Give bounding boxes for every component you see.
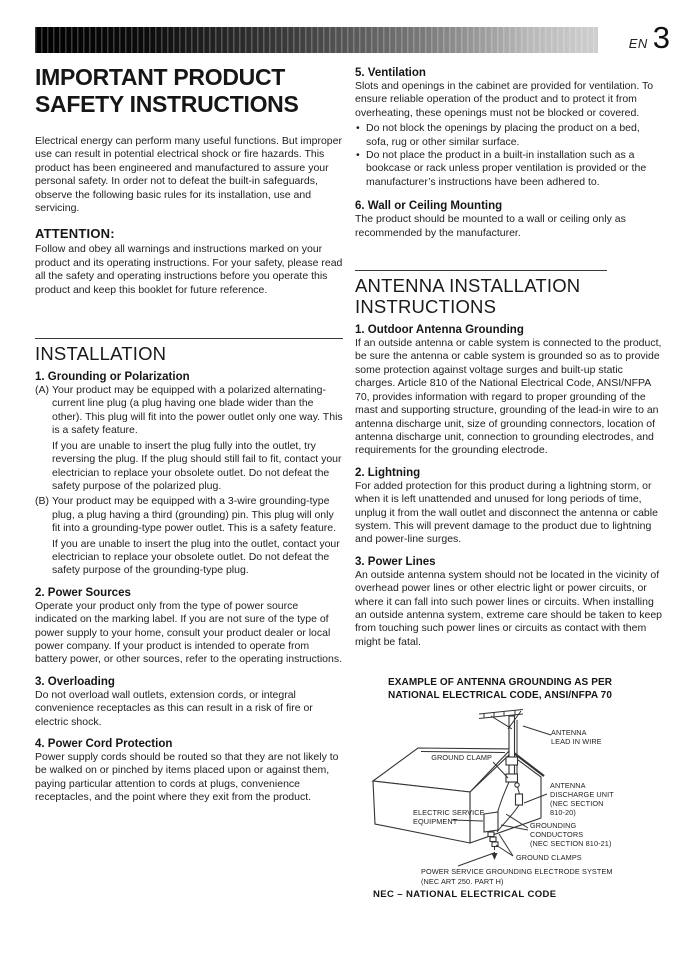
antenna-section-heading: ANTENNA INSTALLATION INSTRUCTIONS	[355, 270, 607, 317]
antenna-grounding-illustration	[355, 704, 663, 890]
pointer-power-service	[458, 853, 494, 866]
ventilation-bullet-1-text: Do not block the openings by placing the product on a bed, sofa, rug or other similar surface.	[366, 122, 640, 148]
diagram-title-line2: NATIONAL ELECTRICAL CODE, ANSI/NFPA 70	[388, 690, 612, 701]
grounding-a-paragraph-1: Your product may be equipped with a polarized alternating-current line plug (a plug having one blade wider than the other). This plug will fit into the power outlet only one way. This is a safety feature.	[52, 384, 343, 437]
ventilation-heading: 5. Ventilation	[355, 67, 426, 79]
pointer-ground-clamps-1	[499, 834, 513, 856]
label-discharge-line2: DISCHARGE UNIT	[550, 790, 614, 799]
nec-footnote: NEC – NATIONAL ELECTRICAL CODE	[373, 889, 557, 900]
antenna-boom-top	[479, 710, 523, 715]
pointer-ground-clamps-2	[496, 845, 513, 856]
grounding-b-paragraph-1: Your product may be equipped with a 3-wire grounding-type plug, a plug having a third (grounding) pin. This plug will only fit into a grounding-type power outlet. This is a safety feature.	[52, 495, 337, 535]
power-lines-body: An outside antenna system should not be located in the vicinity of overhead power lines or other electric light or power circuits, or where it can fall into such power lines or circuits. When installing an outside antenna system, extreme care should be taken to keep from touching such power lines or circuits as contact with them might be fatal.	[355, 568, 663, 648]
overloading-body: Do not overload wall outlets, extension cords, or integral convenience receptacles as this can result in a risk of fire or electric shock.	[35, 688, 313, 728]
mast-ground-clamp-upper	[506, 757, 518, 765]
ventilation-bullet-1	[355, 122, 665, 149]
item-label-b: (B)	[35, 495, 49, 508]
right-column	[355, 64, 665, 651]
ground-clamp-square	[488, 832, 494, 837]
lightning-body: For added protection for this product during a lightning storm, or when it is left unattended and unused for long periods of time, unplug it from the wall outlet and disconnect the antenna or cable system. This will prevent damage to the product due to lightning and power-line surges.	[355, 479, 658, 546]
ventilation-bullet-2	[355, 149, 665, 189]
ventilation-body: Slots and openings in the cabinet are provided for ventilation. To ensure reliable operation of the product and to protect it from overheating, these openings must not be blocked or covered.	[355, 80, 654, 119]
label-discharge-line1: ANTENNA	[550, 781, 586, 790]
grounding-item-a	[35, 384, 343, 493]
intro-paragraph: Electrical energy can perform many useful functions. But improper use can result in potential electrical shock or fire hazards. This product has been engineered and manufactured to assure your personal safety. In order not to defeat the built-in safeguards, observe the following basic rules for its installation, use and servicing.	[35, 135, 342, 215]
grounding-a-paragraph-2: If you are unable to insert the plug fully into the outlet, try reversing the plug. If the plug should still fail to fit, contact your electrician to replace your obsolete outlet. Do not defeat the safety purpose of the polarized plug.	[52, 439, 342, 492]
power-lines-heading: 3. Power Lines	[355, 555, 436, 568]
ventilation-bullet-list	[355, 122, 665, 189]
electric-service-equipment-box	[484, 812, 498, 832]
grounding-heading: 1. Grounding or Polarization	[35, 371, 190, 384]
wire-connector	[515, 783, 519, 787]
attention-body: Follow and obey all warnings and instructions marked on your product and its operating instructions. For your safety, please read all the safety and operating instructions before you operate this product and keep this booklet for future reference.	[35, 243, 343, 296]
power-sources-body: Operate your product only from the type of power source indicated on the marking label. If you are not sure of the type of power supply to your home, consult your product dealer or local power company. If your product is intended to operate from battery power, or other sources, refer to the operating instructions.	[35, 599, 342, 666]
power-cord-body: Power supply cords should be routed so that they are not likely to be walked on or pinched by items placed upon or against them, paying particular attention to cords at plugs, convenience receptacles, and the point where they exit from the product.	[35, 751, 339, 804]
bullet-glyph: •	[356, 149, 360, 162]
label-electric-service-line1: ELECTRIC SERVICE	[413, 808, 485, 817]
label-discharge-line3: (NEC SECTION	[550, 799, 604, 808]
bullet-glyph: •	[356, 122, 360, 135]
label-conductors-line1: GROUNDING	[530, 821, 577, 830]
outdoor-grounding-heading: 1. Outdoor Antenna Grounding	[355, 324, 524, 337]
installation-section-heading: INSTALLATION	[35, 338, 343, 364]
mounting-heading: 6. Wall or Ceiling Mounting	[355, 200, 503, 213]
label-power-service-line1: POWER SERVICE GROUNDING ELECTRODE SYSTEM	[421, 867, 613, 876]
document-title: IMPORTANT PRODUCT SAFETY INSTRUCTIONS	[35, 64, 299, 117]
grounding-b-paragraph-2: If you are unable to insert the plug into the outlet, contact your electrician to replace your obsolete outlet. Do not defeat the safety purpose of the grounding-type plug.	[52, 537, 340, 577]
left-column	[35, 64, 343, 807]
label-conductors-line3: (NEC SECTION 810-21)	[530, 839, 612, 848]
diagram-title-line1: EXAMPLE OF ANTENNA GROUNDING AS PER	[388, 677, 613, 688]
label-power-service-line2: (NEC ART 250. PART H)	[421, 877, 504, 886]
diagram-title	[388, 676, 667, 702]
antenna-discharge-unit	[516, 794, 523, 805]
power-cord-heading: 4. Power Cord Protection	[35, 738, 173, 750]
attention-heading: ATTENTION:	[35, 226, 115, 242]
item-label-a: (A)	[35, 384, 49, 397]
label-discharge-line4: 810-20)	[550, 808, 576, 817]
overloading-heading: 3. Overloading	[35, 675, 115, 688]
power-sources-heading: 2. Power Sources	[35, 586, 131, 599]
antenna-grounding-diagram	[355, 676, 667, 895]
label-conductors-line2: CONDUCTORS	[530, 830, 584, 839]
label-ground-clamps: GROUND CLAMPS	[516, 853, 582, 862]
ventilation-bullet-2-text: Do not place the product in a built-in installation such as a bookcase or rack unless proper ventilation is provided or the manufacturer’s instructions have been adhered to.	[366, 149, 647, 188]
grounding-item-b	[35, 495, 343, 577]
label-antenna-lead-in-line2: LEAD IN WIRE	[551, 737, 602, 746]
outdoor-grounding-body: If an outside antenna or cable system is connected to the product, be sure the antenna or cable system is grounded so as to provide some protection against voltage surges and built-up static charges. Article 810 of the National Electrical Code, ANSI/NFPA 70, provides information with regard to proper grounding of the mast and supporting structure, grounding of the lead-in wire to an antenna discharge unit, size of grounding connectors, location of antenna discharge unit, connection to grounding electrodes, and requirements for the grounding electrode.	[355, 337, 662, 457]
mounting-body: The product should be mounted to a wall or ceiling only as recommended by the manufacturer.	[355, 213, 626, 239]
pointer-lead-in	[523, 726, 551, 735]
label-antenna-lead-in-line1: ANTENNA	[551, 728, 587, 737]
language-code: EN	[628, 36, 648, 51]
lightning-heading: 2. Lightning	[355, 466, 421, 479]
page-number-value: 3	[652, 20, 670, 55]
ground-clamp-square	[490, 837, 496, 842]
header-gradient-bar	[35, 27, 598, 53]
label-electric-service-line2: EQUIPMENT	[413, 817, 458, 826]
label-ground-clamp: GROUND CLAMP	[431, 753, 492, 762]
page-number	[600, 22, 670, 56]
